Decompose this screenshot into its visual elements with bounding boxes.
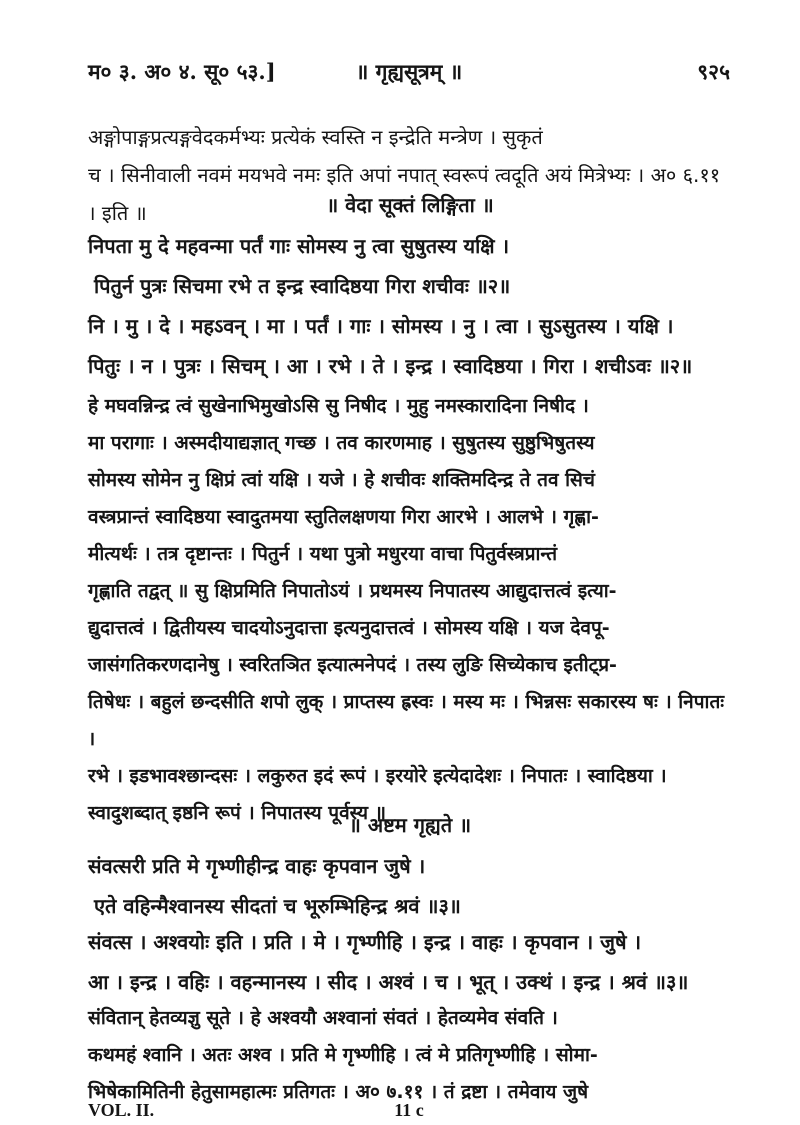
intro-line: अङ्गोपाङ्गप्रत्यङ्गवेदकर्मभ्यः प्रत्येकं स्वस्ति न इन्द्रेति मन्त्रेण । सुकृतं	[88, 125, 543, 149]
verse-line: एते वहिन्मैश्वानस्य सीदतां च भूरुम्भिहिन्द्र श्रवं ॥३॥	[94, 894, 461, 918]
commentary-line: कथमहं श्वानि । अतः अश्व । प्रति मे गृभ्णीहि । त्वं मे प्रतिगृभ्णीहि । सोमा-	[88, 1044, 598, 1066]
pada-line: नि । मु । दे । महऽवन् । मा । पर्तं । गाः । सोमस्य । नु । त्वा । सुऽसुतस्य । यक्षि ।	[88, 314, 674, 338]
commentary-line: मीत्यर्थः । तत्र दृष्टान्तः । पितुर्न । यथा पुत्रो मधुरया वाचा पितुर्वस्त्रप्रान्तं	[88, 543, 558, 565]
section-heading: ॥ अष्टम गृह्यते ॥	[348, 813, 472, 837]
volume-label: VOL. II.	[88, 1100, 155, 1120]
verse-line: निपता मु दे महवन्मा पर्तं गाः सोमस्य नु त्वा सुषुतस्य यक्षि ।	[88, 234, 510, 258]
commentary-line: तिषेधः । बहुलं छन्दसीति शपो लुक् । प्राप्तस्य ह्रस्वः । मस्य मः । भिन्नसः सकारस्य षः । निपातः ।	[88, 691, 725, 750]
intro-line: च । सिनीवाली नवमं मयभवे नमः इति अपां नपात् स्वरूपं त्वदूति अयं मित्रेभ्यः । अ० ६.११ । इति ॥	[88, 163, 721, 225]
pada-line: पितुः । न । पुत्रः । सिचम् । आ । रभे । ते । इन्द्र । स्वादिष्ठया । गिरा । शचीऽवः ॥२॥	[88, 354, 693, 378]
page-number: ९२५	[697, 59, 730, 84]
commentary-paragraph	[88, 1000, 732, 1111]
commentary-line: रभे । इडभावश्छान्दसः । लकुरुत इदं रूपं । इरयोरे इत्येदादेशः । निपातः । स्वादिष्ठया ।	[88, 765, 667, 787]
pada-line: संवत्स । अश्वयोः इति । प्रति । मे । गृभ्णीहि । इन्द्र । वाहः । कृपवान । जुषे ।	[88, 930, 642, 954]
section-heading: ॥ वेदा सूक्तं लिङ्गिता ॥	[326, 193, 494, 217]
verse-line: संवत्सरी प्रति मे गृभ्णीहीन्द्र वाहः कृपवान जुषे ।	[88, 854, 426, 878]
commentary-line: भिषेकामितिनी हेतुसामहात्मः प्रतिगतः । अ० ७.११ । तं द्रष्टा । तमेवाय जुषे	[88, 1081, 589, 1103]
pada-text	[88, 306, 732, 386]
header-reference: म० ३. अ० ४. सू० ५३.]	[88, 59, 276, 84]
pada-text	[88, 922, 732, 1002]
commentary-line: गृह्णाति तद्वत् ॥ सु क्षिप्रमिति निपातोऽयं । प्रथमस्य निपातस्य आद्युदात्तत्वं इत्या-	[88, 580, 617, 602]
commentary-line: स्वादुशब्दात् इष्ठनि रूपं । निपातस्य पूर्वस्य ॥	[88, 802, 387, 824]
pada-line: आ । इन्द्र । वहिः । वहन्मानस्य । सीद । अश्वं । च । भूत् । उक्थं । इन्द्र । श्रवं ॥३॥	[88, 970, 689, 994]
samhita-verse	[88, 226, 732, 306]
commentary-line: वस्त्रप्रान्तं स्वादिष्ठया स्वादुतमया स्तुतिलक्षणया गिरा आरभे । आलभे । गृह्णा-	[88, 506, 599, 528]
commentary-line: द्युदात्तत्वं । द्वितीयस्य चादयोऽनुदात्ता इत्यनुदात्तत्वं । सोमस्य यक्षि । यज देवपू-	[88, 617, 610, 639]
page-header	[88, 58, 730, 90]
commentary-line: मा परागाः । अस्मदीयाद्यज्ञात् गच्छ । तव कारणमाह । सुषुतस्य सुष्ठुभिषुतस्य	[88, 432, 595, 454]
page-footer	[88, 1100, 730, 1124]
commentary-paragraph	[88, 388, 732, 832]
signature-mark: 11 c	[394, 1100, 424, 1120]
header-title: ॥ गृह्यसूत्रम् ॥	[355, 59, 463, 84]
commentary-line: सोमस्य सोमेन नु क्षिप्रं त्वां यक्षि । यजे । हे शचीवः शक्तिमदिन्द्र ते तव सिचं	[88, 469, 595, 491]
verse-line: पितुर्न पुत्रः सिचमा रभे त इन्द्र स्वादिष्ठया गिरा शचीवः ॥२॥	[94, 274, 511, 298]
samhita-verse	[88, 846, 732, 926]
commentary-line: संवितान् हेतव्यज्ञु सूते । हे अश्वयौ अश्वानां संवतं । हेतव्यमेव संवति ।	[88, 1007, 558, 1029]
commentary-line: जासंगतिकरणदानेषु । स्वरितञित इत्यात्मनेपदं । तस्य लुङि सिच्येकाच इतीट्प्र-	[88, 654, 617, 676]
commentary-line: हे मघवन्निन्द्र त्वं सुखेनाभिमुखोऽसि सु निषीद । मुहु नमस्कारादिना निषीद ।	[88, 395, 589, 417]
